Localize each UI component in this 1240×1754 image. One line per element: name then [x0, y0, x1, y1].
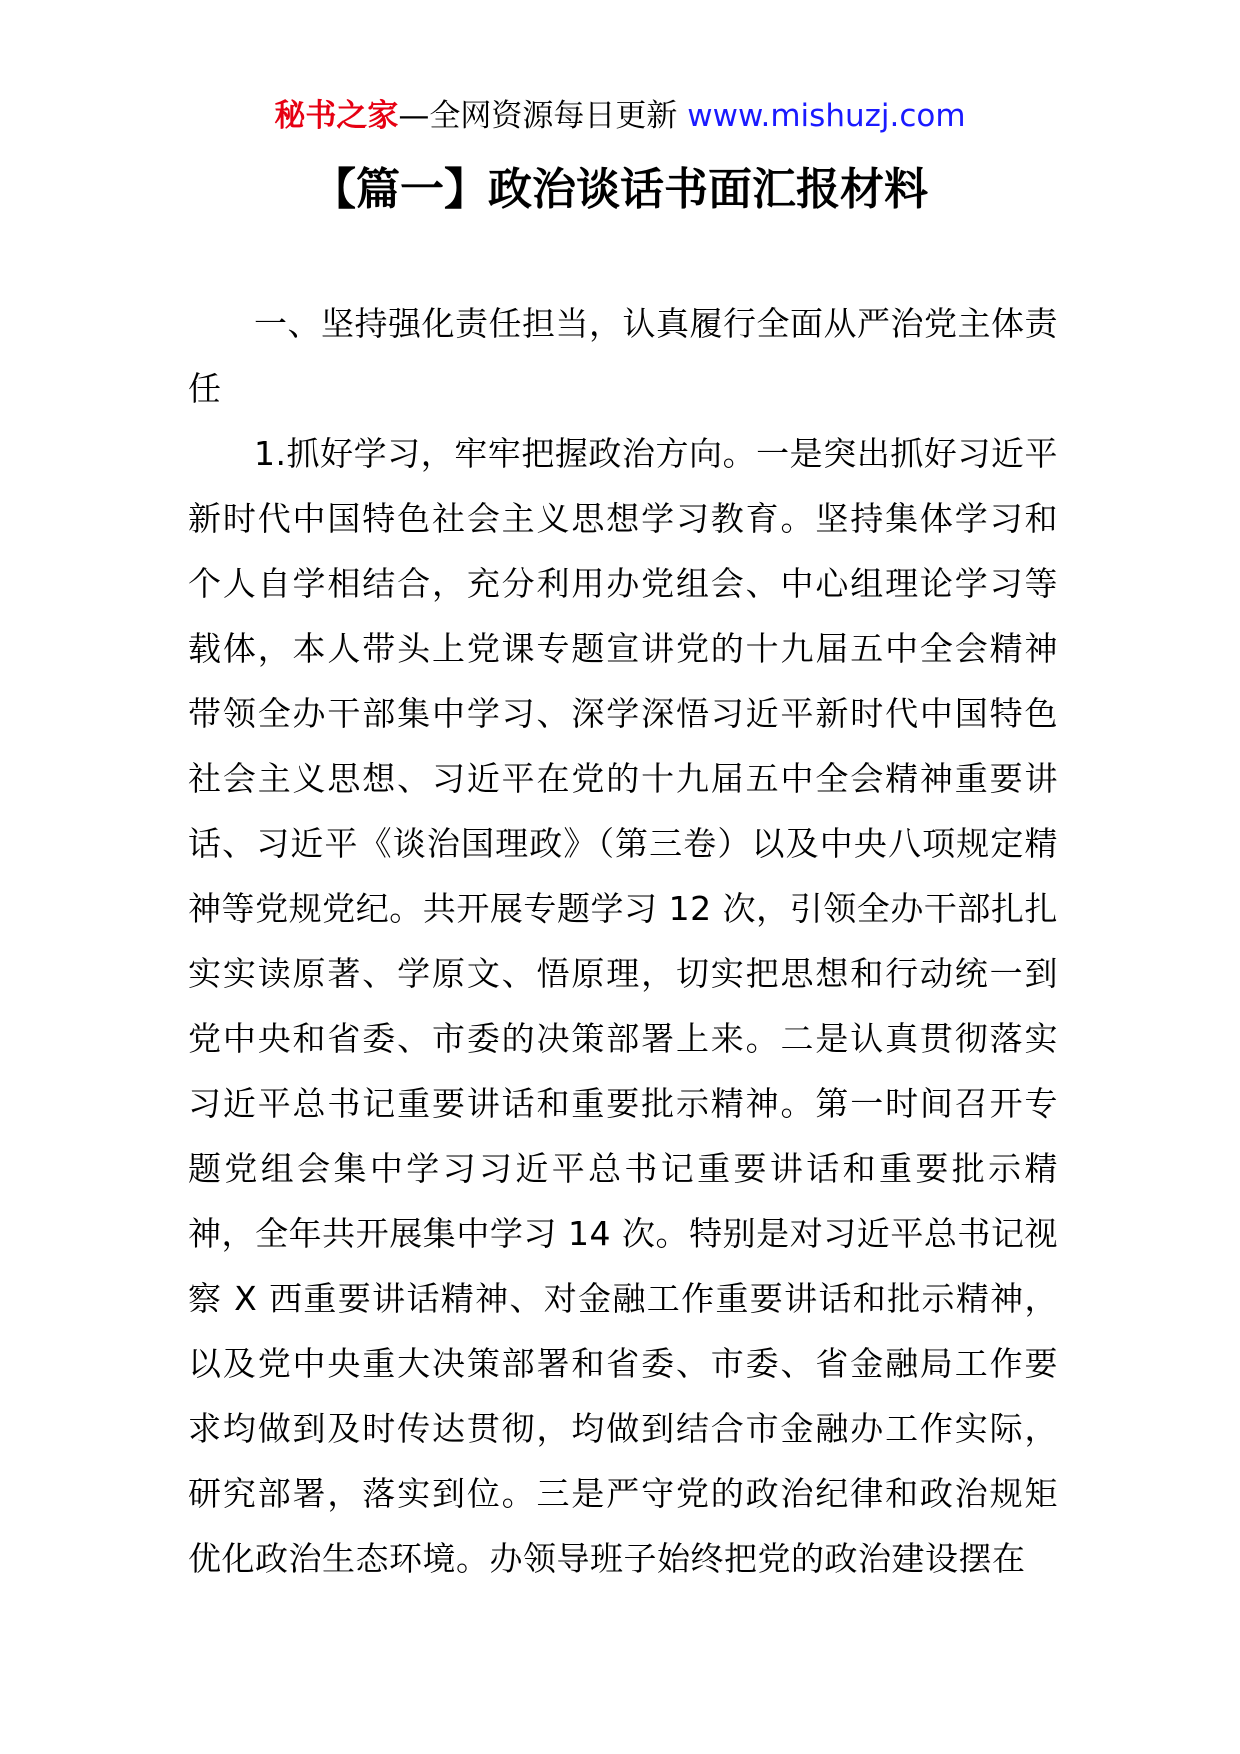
document-title: 【篇一】政治谈话书面汇报材料 [312, 164, 928, 215]
body-paragraph: 1.抓好学习，牢牢把握政治方向。一是突出抓好习近平新时代中国特色社会主义思想学习教育。坚持集体学习和个人自学相结合，充分利用办党组会、中心组理论学习等载体，本人带头上党课专题宣讲党的十九届五中全会精神带领全办干部集中学习、深学深悟习近平新时代中国特色社会主义思想、习近平在党的十九届五中全会精神重要讲话、习近平《谈治国理政》（第三卷）以及中央八项规定精神等党规党纪。共开展专题学习 12 次，引领全办干部扎扎实实读原著、学原文、悟原理，切实把思想和行动统一到党中央和省委、市委的决策部署上来。二是认真贯彻落实习近平总书记重要讲话和重要批示精神。第一时间召开专题党组会集中学习习近平总书记重要讲话和重要批示精神，全年共开展集中学习 14 次。特别是对习近平总书记视察 X 西重要讲话精神、对金融工作重要讲话和批示精神，以及党中央重大决策部署和省委、市委、省金融局工作要求均做到及时传达贯彻，均做到结合市金融办工作实际，研究部署，落实到位。三是严守党的政治纪律和政治规矩优化政治生态环境。办领导班子始终把党的政治建设摆在 [188, 434, 1058, 1578]
document-body [188, 291, 1058, 1591]
site-header [0, 96, 1240, 136]
section-heading: 一、坚持强化责任担当，认真履行全面从严治党主体责任 [188, 304, 1058, 408]
header-tagline: —全网资源每日更新 [398, 98, 688, 134]
site-url-link[interactable]: www.mishuzj.com [687, 98, 966, 134]
brand-name: 秘书之家 [274, 98, 399, 134]
